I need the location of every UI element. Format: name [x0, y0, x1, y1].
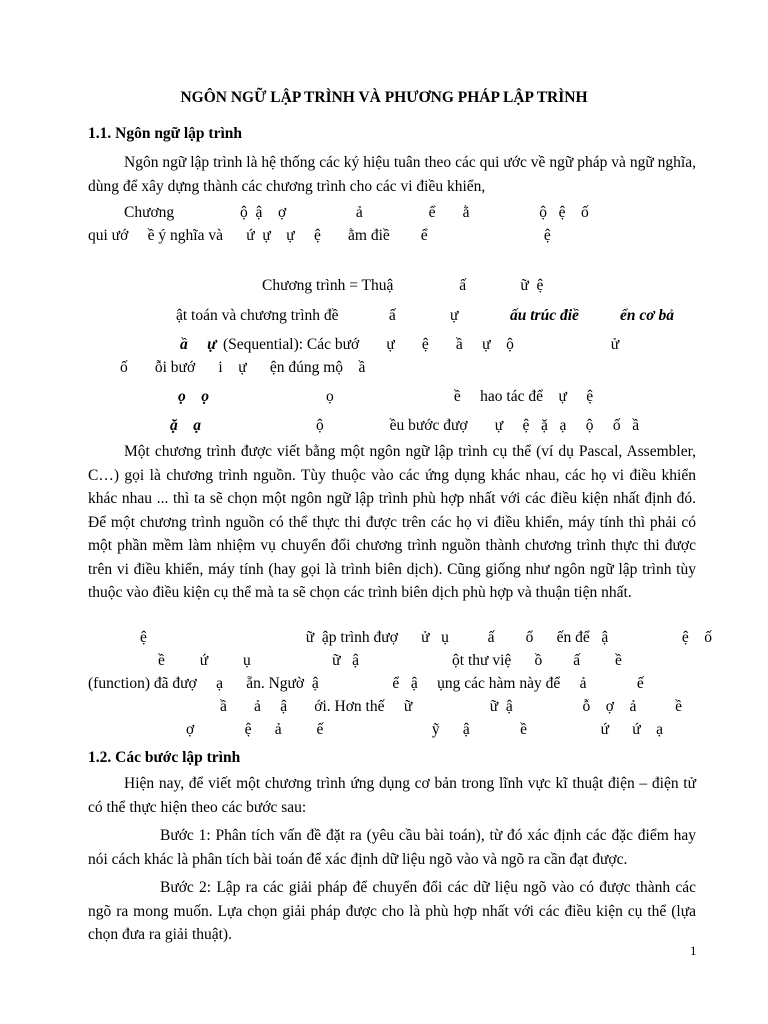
fragment-bold-italic: ặ ạ: [170, 417, 201, 434]
fragment-bold-italic: ầ ự: [180, 336, 217, 353]
formula-line: Chương trình = Thuậ ấ ữ ệ: [262, 277, 544, 294]
page-number: 1: [690, 943, 697, 958]
paragraph-step-2: Bước 2: Lập ra các giải pháp để chuyển đổi các dữ liệu ngõ vào có được thành các ngõ ra mong muốn. Lựa chọn giải pháp được cho là phù hợp nhất với các điều kiện cụ thể (lựa chọn đưa ra giải thuật).: [88, 879, 696, 943]
paragraph-source-program: Một chương trình được viết bằng một ngôn ngữ lập trình cụ thể (ví dụ Pascal, Assembler, C…) gọi là chương trình nguồn. Tùy thuộc vào các ứng dụng khác nhau, các họ vi điều khiển khác nhau ... thì ta sẽ chọn một ngôn ngữ lập trình phù hợp nhất với các điều kiện nhất định đó. Để một chương trình nguồn có thể thực thi được trên các họ vi điều khiển, máy tính thì phải có một phần mềm làm nhiệm vụ chuyển đổi chương trình nguồn thành chương trình thực thi được trên vi điều khiển, máy tính (hay gọi là trình biên dịch). Cũng giống như ngôn ngữ lập trình tùy thuộc vào điều kiện cụ thể mà ta sẽ chọn các trình biên dịch phù hợp và thuận tiện nhất.: [88, 443, 696, 601]
fragment-bold-italic: ọ ọ: [178, 388, 209, 405]
fragment-bold-italic: ấu trúc điề: [510, 307, 579, 324]
fragment-line: qui ướ ề ý nghĩa và ứ ự ự ệ ằm điề ể ệ: [88, 227, 551, 244]
fragment-line: ệ ữ ập trình đượ ử ụ ấ ổ ến để ậ ệ ố: [140, 629, 712, 646]
paragraph-step-1: Bước 1: Phân tích vấn đề đặt ra (yêu cầu bài toán), từ đó xác định các đặc điểm hay nói cách khác là phân tích bài toán để xác định dữ liệu ngõ vào và ngõ ra cần đạt được.: [88, 827, 696, 868]
fragment-line: ề ứ ụ ữ ậ ột thư việ ồ ấ ề: [158, 652, 622, 669]
fragment-line: ọ ề hao tác để ự ệ: [326, 388, 594, 405]
fragment-line: ố ỗi bướ i ự ện đúng mộ ầ: [120, 359, 366, 376]
fragment-line: ật toán và chương trình đề ấ ự: [176, 307, 459, 324]
fragment-line: ầ ả ậ ới. Hơn thế ữ ữ ậ ỗ ợ ả ề: [220, 698, 682, 715]
paragraph-intro: Ngôn ngữ lập trình là hệ thống các ký hiệu tuân theo các qui ước về ngữ pháp và ngữ nghĩa, dùng để xây dựng thành các chương trình cho các vi điều khiển,: [88, 154, 696, 195]
fragment-line: Chương ộ ậ ợ ả ể ằ ộ ệ ố: [124, 204, 589, 221]
fragment-line: ợ ệ ả ế ỹ ậ ề ứ ứ ạ: [186, 721, 664, 738]
section-heading-1-1: 1.1. Ngôn ngữ lập trình: [88, 125, 243, 142]
page-title: NGÔN NGỮ LẬP TRÌNH VÀ PHƯƠNG PHÁP LẬP TRÌNH: [180, 89, 588, 106]
fragment-line: ộ ều bước đượ ự ệ ặ ạ ộ ố ầ: [316, 417, 640, 434]
fragment-line: (function) đã đượ ạ ẵn. Ngườ ậ ể ậ ụng các hàm này để ả ế: [88, 675, 644, 692]
fragment-line: (Sequential): Các bướ ự ệ ầ ự ộ ử: [223, 336, 620, 353]
section-heading-1-2: 1.2. Các bước lập trình: [88, 749, 241, 766]
paragraph-steps-intro: Hiện nay, để viết một chương trình ứng dụng cơ bản trong lĩnh vực kĩ thuật điện – điện tử có thể thực hiện theo các bước sau:: [88, 775, 696, 816]
fragment-bold-italic: ển cơ bả: [620, 307, 674, 324]
